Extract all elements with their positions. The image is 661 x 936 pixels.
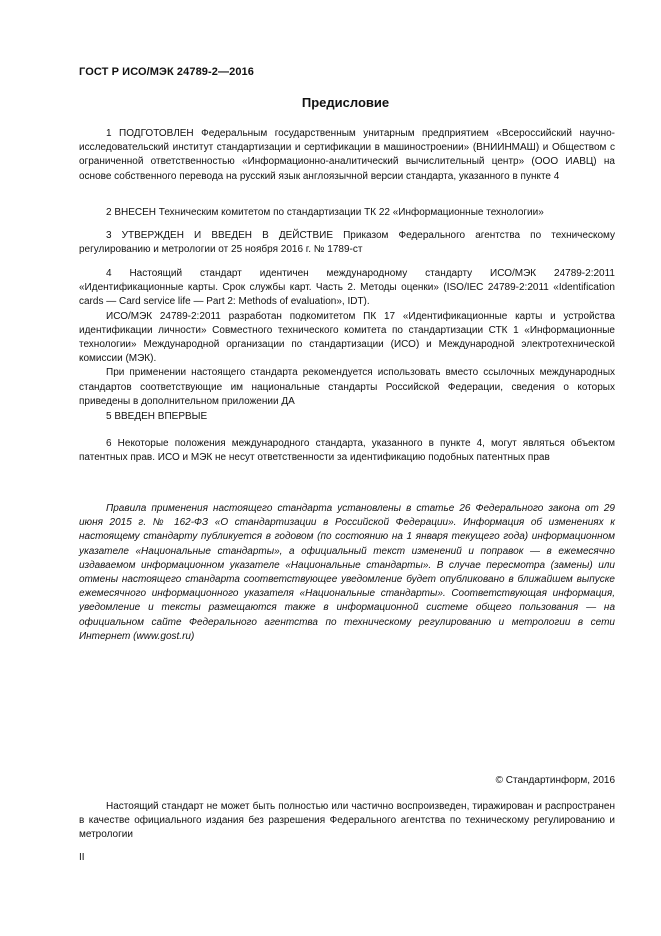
section-4-paragraph-3: При применении настоящего стандарта рекомендуется использовать вместо ссылочных международных стандартов соответствующие им национальные стандарты Российской Федерации, сведения о которых приведены в дополнительном приложении ДА	[79, 367, 615, 407]
section-1-text: 1 ПОДГОТОВЛЕН Федеральным государственным унитарным предприятием «Всероссийский научно-исследовательский институт стандартизации и сертификации в машиностроении» (ВНИИНМАШ) и Обществом с ограниченной ответственностью «Информационно-аналитический вычислительный центр» (ООО ИАВЦ) на основе собственного перевода на русский язык англоязычной версии стандарта, указанного в пункте 4	[79, 128, 615, 182]
section-2	[79, 206, 615, 220]
section-4-paragraph-2: ИСО/МЭК 24789-2:2011 разработан подкомитетом ПК 17 «Идентификационные карты и устройства идентификации личности» Совместного технического комитета по стандартизации СТК 1 «Информационные технологии» Международной организации по стандартизации (ИСО) и Международной электротехнической комиссии (МЭК).	[79, 310, 615, 365]
rules-note	[79, 502, 615, 644]
copyright-line: © Стандартинформ, 2016	[495, 775, 615, 786]
section-1	[79, 127, 615, 184]
page-number: II	[79, 852, 85, 863]
section-5-text: 5 ВВЕДЕН ВПЕРВЫЕ	[106, 411, 208, 422]
section-3	[79, 229, 615, 257]
section-6	[79, 437, 615, 465]
standard-header: ГОСТ Р ИСО/МЭК 24789-2—2016	[79, 66, 254, 78]
section-3-text: 3 УТВЕРЖДЕН И ВВЕДЕН В ДЕЙСТВИЕ Приказом Федерального агентства по техническому регулированию и метрологии от 25 ноября 2016 г. № 1789-ст	[79, 230, 615, 256]
rules-note-text: Правила применения настоящего стандарта установлены в статье 26 Федерального закона от 29 июня 2015 г. № 162-ФЗ «О стандартизации в Российской Федерации». Информация об изменениях к настоящему стандарту публикуется в годовом (по состоянию на 1 января текущего года) информационном указателе «Национальные стандарты», а официальный текст изменений и поправок — в ежемесячно издаваемом информационном указателе «Национальные стандарты». В случае пересмотра (замены) или отмены настоящего стандарта соответствующее уведомление будет опубликовано в ближайшем выпуске ежемесячного информационного указателя «Национальные стандарты». Соответствующая информация, уведомление и тексты размещаются также в информационной системе общего пользования — на официальном сайте Федерального агентства по техническому регулированию и метрологии в сети Интернет (www.gost.ru)	[79, 503, 615, 642]
page-title: Предисловие	[301, 95, 390, 110]
reproduction-notice	[79, 800, 615, 843]
section-4	[79, 267, 615, 409]
section-6-text: 6 Некоторые положения международного стандарта, указанного в пункте 4, могут являться объектом патентных прав. ИСО и МЭК не несут ответственности за идентификацию подобных патентных прав	[79, 438, 615, 464]
section-5	[79, 410, 615, 424]
section-2-text: 2 ВНЕСЕН Техническим комитетом по стандартизации ТК 22 «Информационные технологии»	[106, 207, 544, 218]
section-4-paragraph-1: 4 Настоящий стандарт идентичен международному стандарту ИСО/МЭК 24789-2:2011 «Идентификационные карты. Срок службы карт. Часть 2. Методы оценки» (ISO/IEC 24789-2:2011 «Identification cards — Card service life — Part 2: Methods of evaluation», IDT).	[79, 268, 615, 308]
reproduction-notice-text: Настоящий стандарт не может быть полностью или частично воспроизведен, тиражирован и распространен в качестве официального издания без разрешения Федерального агентства по техническому регулированию и метрологии	[79, 801, 615, 841]
